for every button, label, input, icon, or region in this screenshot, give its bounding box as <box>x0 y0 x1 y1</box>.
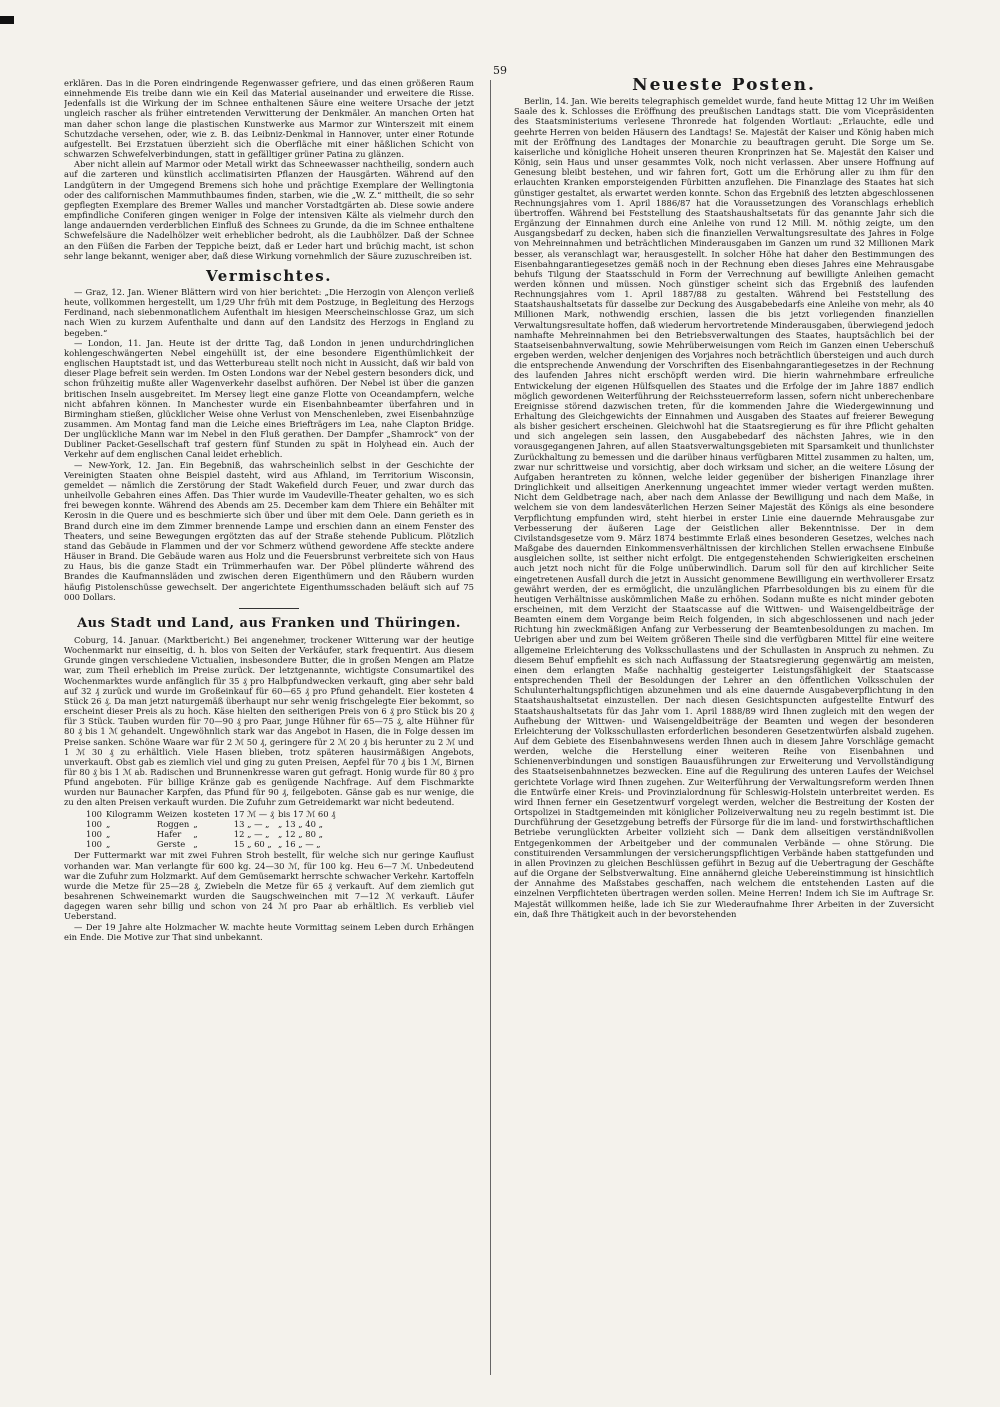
right-column <box>514 78 934 1378</box>
section-heading-stadt-land: Aus Stadt und Land, aus Franken und Thüringen. <box>77 615 461 631</box>
page-corner-mark <box>0 16 14 24</box>
news-item-holzmacher: — Der 19 Jahre alte Holzmacher W. machte heute Vormittag seinem Leben durch Erhängen ein Ende. Die Motive zur That sind unbekannt. <box>64 921 474 942</box>
news-item-new-york: — New-York, 12. Jan. Ein Begebniß, das wahrscheinlich selbst in der Geschichte der Vereinigten Staaten ohne Beispiel dasteht, wird aus Afhland, im Territorium Wisconsin, gemeldet — nämlich die Zerstörung der Stadt Wakefield durch Feuer, und zwar durch das unheilvolle Gebahren eines Affen. Das Thier wurde im Vaudeville-Theater gehalten, wo es sich frei bewegen konnte. Während des Abends am 25. December kam dem Thiere ein Behälter mit Kerosin in die Quere und es beschmierte sich über und über mit dem Oele. Dann gerieth es in Brand durch eine im dem Zimmer brennende Lampe und erschien dann an einem Fenster des Theaters, und seine Bewegungen ergötzten das auf der Straße stehende Publicum. Plötzlich stand das Gebäude in Flammen und der vor Schmerz wüthend gewordene Affe steckte andere Häuser in Brand. Die Gebäude waren aus Holz und die Feuersbrunst verbreitete sich von Haus zu Haus, bis die ganze Stadt ein Trümmerhaufen war. Der Pöbel plünderte während des Brandes die Kaufmannsläden und zwischen deren Eigenthümern und den Räubern wurden häufig Pistolenschüsse gewechselt. Der angerichtete Eigenthumsschaden beläuft sich auf 75 000 Dollars. <box>64 459 474 602</box>
news-item-graz: — Graz, 12. Jan. Wiener Blättern wird von hier berichtet: „Die Herzogin von Alençon verließ heute, vollkommen hergestellt, um 1/29 Uhr früh mit dem Postzuge, in Begleitung des Herzogs Ferdinand, nach siebenmonatlichem Aufenthalt im hiesigen Meerscheinschlosse Graz, um sich nach Wien zu kurzem Aufenthalte und dann auf den Landsitz des Herzogs in England zu begeben.“ <box>64 286 474 338</box>
section-heading-vermischtes: Vermischtes. <box>206 266 332 285</box>
grain-price-table <box>86 809 339 850</box>
table-row: 100 „ Gerste „ 15 „ 60 „ „ 16 „ — „ <box>86 839 321 850</box>
table-row: 100 „ Roggen „ 13 „ — „ „ 13 „ 40 „ <box>86 818 323 829</box>
news-item-berlin-thronrede: Berlin, 14. Jan. Wie bereits telegraphisch gemeldet wurde, fand heute Mittag 12 Uhr im Weißen Saale des k. Schlosses die Eröffnung des preußischen Landtags statt. Die vom Vicepräsidenten des Staatsministeriums verlesene Thronrede hat folgenden Wortlaut: „Erlauchte, edle und geehrte Herren von beiden Häusern des Landtags! Se. Majestät der Kaiser und König haben mich mit der Eröffnung des Landtages der Monarchie zu beauftragen geruht. Die Sorge um Se. kaiserliche und königliche Hoheit unseren theuren Kronprinzen hat Se. Majestät den Kaiser und König, sein Haus und unser gesammtes Volk, noch nicht verlassen. Aber unsere Hoffnung auf Genesung bleibt bestehen, und wir fahren fort, Gott um die Erhörung aller zu ihm für den erlauchten Kranken emporsteigenden Fürbitten anzuflehen. Die Finanzlage des Staates hat sich günstiger gestaltet, als erwartet werden konnte. Schon das Ergebniß des letzten abgeschlossenen Rechnungsjahres vom 1. April 1886/87 hat die Voraussetzungen des Voranschlags erheblich übertroffen. Während bei Feststellung des Staatshaushaltsetats für das genannte Jahr sich die Ergänzung der Einnahmen durch eine Anleihe von rund 12 Mill. M. nöthig zeigte, um den Ausgangsbedarf zu decken, haben sich die finanziellen Verwaltungsresultate des Jahres in Folge von Mehreinnahmen und beträchtlichen Minderausgaben im Ganzen um rund 32 Millionen Mark besser, als veranschlagt war, herausgestellt. In solcher Höhe hat daher den Bestimmungen des Eisenbahngarantiegesetzes gemäß noch in der Rechnung eben dieses Jahres eine Mehrausgabe behufs Tilgung der Staatsschuld in Form der Verrechnung auf bewilligte Anleihen gemacht werden können und müssen. Noch günstiger scheint sich das Ergebniß des laufenden Rechnungsjahres vom 1. April 1887/88 zu gestalten. Während bei Feststellung des Staatshaushaltsetats für dasselbe zur Deckung des Ausgabebedarfs eine Anleihe von mehr, als 40 Millionen Mark, nothwendig erschien, lassen die bis jetzt vorliegenden finanziellen Verwaltungsresultate hoffen, daß wiederum hervortretende Minderausgaben, überwiegend jedoch namhafte Mehreinnahmen bei den Betriebsverwaltungen des Staates, hauptsächlich bei der Staatseisenbahnverwaltung, sowie Mehrüberweisungen vom Reich im Ganzen einen Ueberschuß ergeben werden, welcher denjenigen des Vorjahres noch beträchtlich übersteigen und auch durch die entsprechende Anwendung der Vorschriften des Eisenbahngarantiegesetzes in der Rechnung des laufenden Jahres nicht erschöpft werden wird. Die hierin wahrnehmbare erfreuliche Entwickelung der eigenen Hülfsquellen des Staates und die Erfolge der im Jahre 1887 endlich möglich gewordenen Weiterführung der Reichssteuerreform lassen, sofern nicht unberechenbare Ereignisse störend dazwischen treten, für die kommenden Jahre die Wiedergewinnung und Erhaltung des Gleichgewichts der Einnahmen und Ausgaben des Staates auf freierer Bewegung als bisher gesichert erscheinen. Gleichwohl hat die Staatsregierung es für ihre Pflicht gehalten und sich angelegen sein lassen, den Ausgabebedarf des nächsten Jahres, wie in den vorausgegangenen Jahren, auf allen Staatsverwaltungsgebieten mit Sparsamkeit und thunlichster Zurückhaltung zu bemessen und die darüber hinaus verfügbaren Mittel zusammen zu halten, um, zwar nur schrittweise und vorsichtig, aber doch wirksam und sicher, an die weitere Lösung der Aufgaben herantreten zu können, welche leider gegenüber der bisherigen Finanzlage ihrer Dringlichkeit und allseitigen Anerkennung ungeachtet immer wieder vertagt werden mußten. Nicht dem Geldbetrage nach, aber nach dem Anlasse der Bewilligung und nach dem Maße, in welchem sie von dem landesväterlichen Herzen Seiner Majestät des Königs als eine besondere Verpflichtung empfunden wird, steht hierbei in erster Linie eine dauernde Mehrausgabe zur Verbesserung der äußeren Lage der Geistlichen aller Bekenntnisse. Der in dem Civilstandsgesetze vom 9. März 1874 bestimmte Erlaß eines besonderen Gesetzes, welches nach Maßgabe des dauernden Einkommensverhältnissen der kirchlichen Stellen erwachsene Einbuße ausgleichen sollte, ist seither nicht erfolgt. Die entgegenstehenden Schwierigkeiten erscheinen auch jetzt noch nicht für die Folge unüberwindlich. Darum soll für den auf kirchlicher Seite eingetretenen Ausfall durch die jetzt in Aussicht genommene Bewilligung ein werthvollerer Ersatz gewährt werden, der es ermöglicht, die unzulänglichen Pfarrbesoldungen bis zu einem für die heutigen Verhältnisse auskömmlichen Maße zu erhöhen. Sodann mußte es nicht minder geboten erscheinen, mit dem Verzicht der Staatscasse auf die Wittwen- und Waisengeldbeiträge der Beamten einem dem Vorgange beim Reich folgenden, in sich abgeschlossenen und nach jeder Richtung hin zweckmäßigen Anfang zur Verbesserung der Beamtenbesoldungen zu machen. Im Uebrigen aber und zum bei Weitem größeren Theile sind die verfügbaren Mittel für eine weitere allgemeine Erleichterung des Volksschullastens und der Schullasten in Anspruch zu nehmen. Zu diesem Behuf empfiehlt es sich nach Auffassung der Staatsregierung gegenwärtig am meisten, einen dem erlangten Maße nachhaltig gesteigerter Leistungsfähigkeit der Staatscasse entsprechenden Theil der Besoldungen der Lehrer an den öffentlichen Volksschulen der Schulunterhaltungspflichtigen abzunehmen und als eine dauernde Ausgabeverpflichtung in den Staatshaushaltsetat einzustellen. Der nach diesen Gesichtspuncten aufgestellte Entwurf des Staatshaushaltsetats für das Jahr vom 1. April 1888/89 wird Ihnen zugleich mit den wegen der Aufhebung der Wittwen- und Waisengeldbeiträge der Beamten und wegen der besonderen Erleichterung der Volksschullasten erforderlichen besonderen Gesetzentwürfen alsbald zugehen. Auf dem Gebiete des Eisenbahnwesens werden Ihnen auch in diesem Jahre Vorschläge gemacht werden, welche die Herstellung einer weiteren Reihe von Eisenbahnen und Schienenverbindungen und sonstigen Bauausführungen zur Erweiterung und Vervollständigung des Staatseisenbahnnetzes bezwecken. Eine auf die Regulirung des unteren Laufes der Weichsel gerichtete Vorlage wird Ihnen zugehen. Zur Weiterführung der Verwaltungsreform werden Ihnen die Entwürfe einer Kreis- und Provinzialordnung für Schleswig-Holstein unterbreitet werden. Es wird Ihnen ferner ein Gesetzentwurf vorgelegt werden, welcher die Bestreitung der Kosten der Ortspolizei in Stadtgemeinden mit königlicher Polizeiverwaltung neu zu regeln bestimmt ist. Die Durchführung der Gesetzgebung betreffs der Fürsorge für die im land- und forstwirthschaftlichen Betriebe verunglückten Arbeiter vollzieht sich — Dank dem allseitigen verständnißvollen Entgegenkommen der Arbeitgeber und der communalen Verbände — ohne Störung. Die constituirenden Versammlungen der versicherungspflichtigen Verbände haben stattgefunden und in allen Provinzen zu gleichen Beschlüssen geführt in Bezug auf die Uebertragung der Geschäfte auf die Organe der Selbstverwaltung. Eine annähernd gleiche Uebereinstimmung ist hinsichtlich der Annahme des Maßstabes geschaffen, nach welchem die entstehenden Lasten auf die einzelnen Verpflichteten übertragen werden sollen. Meine Herren! Indem ich Sie im Auftrage Sr. Majestät willkommen heiße, lade ich Sie zur Wiederaufnahme Ihrer Arbeiten in der Zuversicht ein, daß Ihre Thätigkeit auch in der bevorstehenden <box>514 96 934 919</box>
news-item-coburg-futtermarkt: Der Futtermarkt war mit zwei Fuhren Stroh bestellt, für welche sich nur geringe Kauflust vorhanden war. Man verlangte für 600 kg. 24—30 ℳ, für 100 kg. Heu 6—7 ℳ. Unbedeutend war die Zufuhr zum Holzmarkt. Auf dem Gemüsemarkt herrschte schwacher Verkehr. Kartoffeln wurde die Metze für 25—28 ₰, Zwiebeln die Metze für 65 ₰ verkauft. Auf dem ziemlich gut besahrenen Schweinemarkt wurden die Saugschweinchen mit 7—12 ℳ verkauft. Läufer dagegen waren sehr billig und schon von 24 ℳ pro Paar ab erhältlich. Es verblieb viel Ueberstand. <box>64 850 474 922</box>
section-heading-neueste-posten: Neueste Posten. <box>632 78 816 95</box>
column-divider <box>490 80 491 1375</box>
page-number: 59 <box>493 64 507 77</box>
news-item-london: — London, 11. Jan. Heute ist der dritte Tag, daß London in jenen undurchdringlichen kohlengeschwängerten Nebel eingehüllt ist, der eine besondere Eigenthümlichkeit der englischen Hauptstadt ist, und das Wetterbureau stellt noch nicht in Aussicht, daß wir bald von dieser Plage befreit sein werden. Im Osten Londons war der Nebel gestern besonders dick, und schon frühzeitig mußte aller Wagenverkehr daselbst aufhören. Der Nebel ist über die ganzen britischen Inseln ausgebreitet. Im Mersey liegt eine ganze Flotte von Oceandampfern, welche nicht abfahren können. In Manchester wurde ein Eisenbahnbeamter überfahren und in Birmingham stießen, glücklicher Weise ohne Verlust von Menschenleben, zwei Eisenbahnzüge zusammen. Am Montag fand man die Leiche eines Briefträgers im Lea, nahe Clapton Bridge. Der unglückliche Mann war im Nebel in den Fluß gerathen. Der Dampfer „Shamrock“ von der Dubliner Packet-Gesellschaft traf gestern fünf Stunden zu spät in Holyhead ein. Auch der Verkehr auf dem englischen Canal leidet erheblich. <box>64 337 474 460</box>
table-row: 100 Kilogramm Weizen kosteten 17 ℳ — ₰ bis 17 ℳ 60 ₰ <box>86 808 336 819</box>
article-paragraph: Aber nicht allein auf Marmor oder Metall wirkt das Schneewasser nachtheilig, sondern auch auf die zarteren und künstlich acclimatisirten Pflanzen der Hausgärten. Während auf den Landgütern in der Umgegend Bremens sich hohe und prächtige Exemplare der Wellingtonia oder des californischen Mammuthbaumes finden, starben, wie die „W. Z.“ mittheilt, die so sehr gepflegten Exemplare des Bremer Walles und mancher Vorstadtgärten ab. Diese sowie andere empfindliche Coniferen gingen weniger in Folge der intensiven Kälte als vielmehr durch den lange andauernden verderblichen Einfluß des Schnees zu Grunde, da die im Schnee enthaltene Schwefelsäure die Nadelhölzer weit erheblicher bedroht, als die Laubhölzer. Daß der Schnee an den Füßen die Farben der Teppiche beizt, daß er Leder hart und brüchig macht, ist schon sehr lange bekannt, weniger aber, daß diese Wirkung vornehmlich der Säure zuzuschreiben ist. <box>64 159 474 261</box>
table-row: 100 „ Hafer „ 12 „ — „ „ 12 „ 80 „ <box>86 829 323 840</box>
left-column <box>64 78 474 1368</box>
section-divider <box>239 608 299 609</box>
news-item-coburg-market: Coburg, 14. Januar. (Marktbericht.) Bei angenehmer, trockener Witterung war der heutige Wochenmarkt nur einseitig, d. h. blos von Seiten der Verkäufer, stark frequentirt. Aus diesem Grunde gingen verschiedene Victualien, insbesondere Butter, die in großen Mengen am Platze war, zum Theil erheblich im Preise zurück. Der letztgenannte, wichtigste Consumartikel des Wochenmarktes wurde anfänglich für 35 ₰ pro Halbpfundwecken verkauft, ging aber sehr bald auf 32 ₰ zurück und wurde im Großeinkauf für 60—65 ₰ pro Pfund gehandelt. Eier kosteten 4 Stück 26 ₰. Da man jetzt naturgemäß überhaupt nur sehr wenig frischgelegte Eier bekommt, so erscheint dieser Preis als zu hoch. Käse hielten den seitherigen Preis von 6 ₰ pro Stück bis 20 ₰ für 3 Stück. Tauben wurden für 70—90 ₰ pro Paar, junge Hühner für 65—75 ₰, alte Hühner für 80 ₰ bis 1 ℳ gehandelt. Ungewöhnlich stark war das Angebot in Hasen, die in Folge dessen im Preise sanken. Schöne Waare war für 2 ℳ 50 ₰, geringere für 2 ℳ 20 ₰ bis herunter zu 2 ℳ und 1 ℳ 30 ₰ zu erhältlich. Viele Hasen blieben, trotz späteren hausirmäßigen Angebots, unverkauft. Obst gab es ziemlich viel und ging zu guten Preisen, Aepfel für 70 ₰ bis 1 ℳ, Birnen für 80 ₰ bis 1 ℳ ab. Radischen und Brunnenkresse waren gut gefragt. Honig wurde für 80 ₰ pro Pfund angeboten. Für billige Kränze gab es genügende Nachfrage. Auf dem Fischmarkte wurden nur Baunacher Karpfen, das Pfund für 90 ₰, feilgeboten. Gänse gab es nur wenige, die zu den alten Preisen verkauft wurden. Die Zufuhr zum Getreidemarkt war nicht bedeutend. <box>64 634 474 808</box>
article-paragraph: erklären. Das in die Poren eindringende Regenwasser gefriere, und das einen größeren Raum einnehmende Eis treibe dann wie ein Keil das Material auseinander und erweitere die Risse. Jedenfalls ist die Wirkung der im Schnee enthaltenen Säure eine weitere Ursache der jetzt ungleich rascher als früher eintretenden Verwitterung der Denkmäler. An manchen Orten hat man daher schon lange die plastischen Kunstwerke aus Marmor zur Winterszeit mit einem Schutzdache versehen, oder, wie z. B. das Leibniz-Denkmal in Hannover, unter einer Rotunde aufgestellt. Bei Erzstatuen überzieht sich die Oberfläche mit einer häßlichen Schicht von schwarzen Schwefelverbindungen, statt in gefälltiger grüner Patina zu glänzen. <box>64 78 474 160</box>
